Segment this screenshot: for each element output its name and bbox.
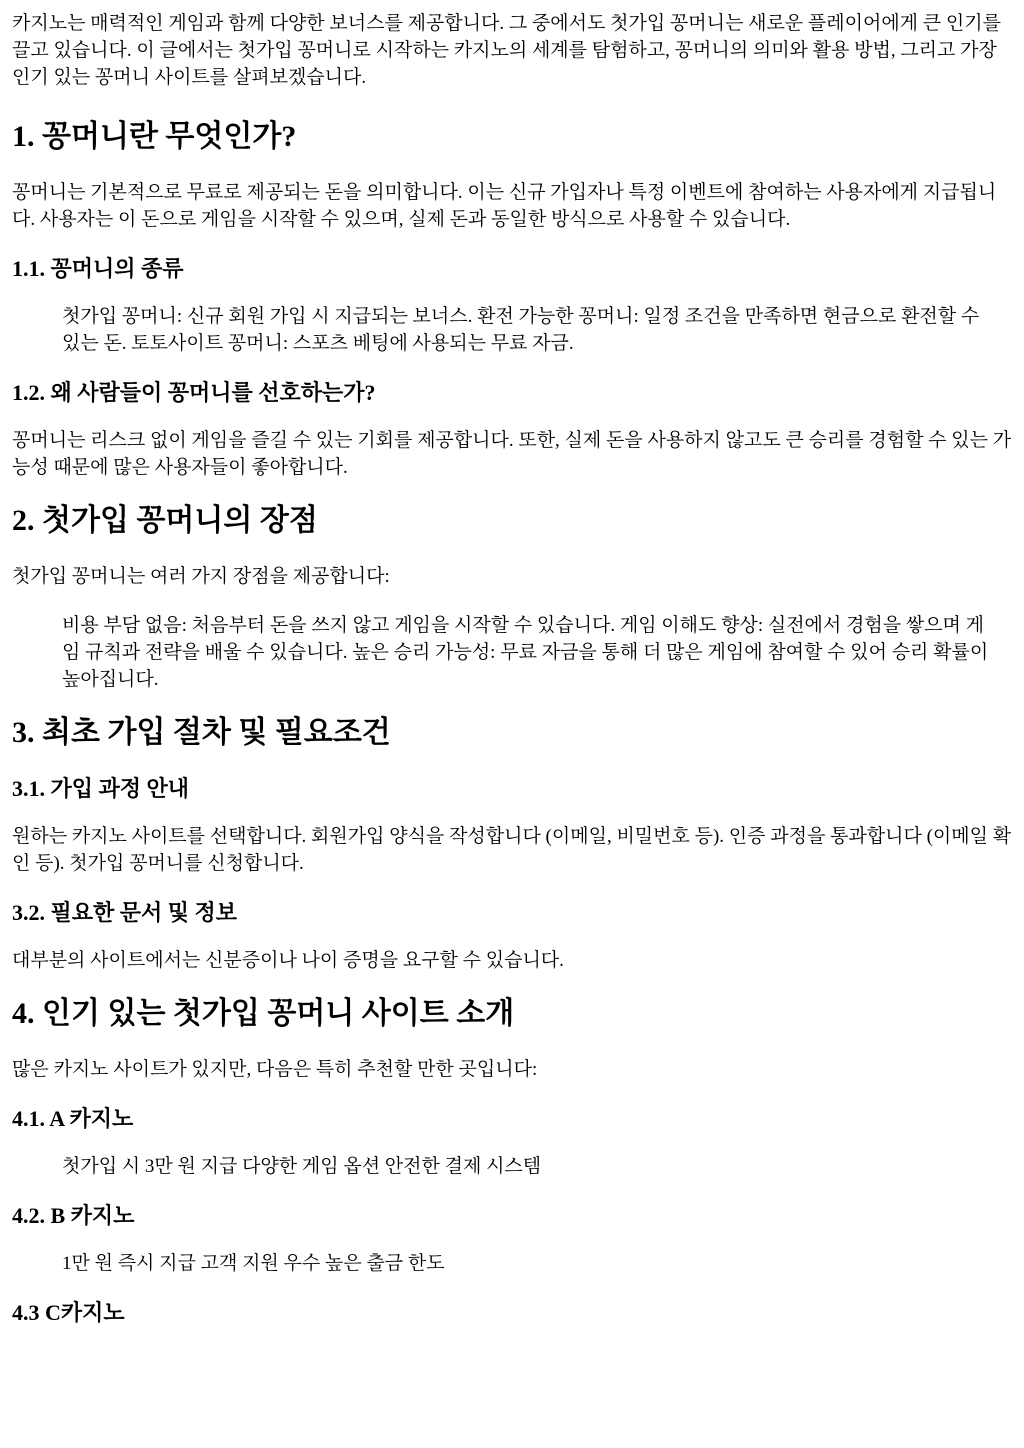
subsection-1-2-paragraph: 꽁머니는 리스크 없이 게임을 즐길 수 있는 기회를 제공합니다. 또한, 실제 돈을 사용하지 않고도 큰 승리를 경험할 수 있는 가능성 때문에 많은 사용자들이 좋아합니다.	[12, 430, 1012, 478]
subsection-1-1-quote: 첫가입 꽁머니: 신규 회원 가입 시 지급되는 보너스. 환전 가능한 꽁머니: 일정 조건을 만족하면 현금으로 환전할 수 있는 돈. 토토사이트 꽁머니: 스포츠 베팅에 사용되는 무료 자금.	[62, 306, 980, 354]
subsection-heading-1-1: 1.1. 꽁머니의 종류	[12, 256, 184, 281]
section-heading-4: 4. 인기 있는 첫가입 꽁머니 사이트 소개	[12, 997, 515, 1030]
subsection-4-1-quote: 첫가입 시 3만 원 지급 다양한 게임 옵션 안전한 결제 시스템	[62, 1156, 542, 1177]
section-2-paragraph: 첫가입 꽁머니는 여러 가지 장점을 제공합니다:	[12, 566, 390, 587]
section-1-paragraph: 꽁머니는 기본적으로 무료로 제공되는 돈을 의미합니다. 이는 신규 가입자나 특정 이벤트에 참여하는 사용자에게 지급됩니다. 사용자는 이 돈으로 게임을 시작할 수 있으며, 실제 돈과 동일한 방식으로 사용할 수 있습니다.	[12, 182, 997, 230]
section-heading-1: 1. 꽁머니란 무엇인가?	[12, 120, 297, 153]
subsection-3-2-paragraph: 대부분의 사이트에서는 신분증이나 나이 증명을 요구할 수 있습니다.	[12, 950, 564, 971]
section-2-quote: 비용 부담 없음: 처음부터 돈을 쓰지 않고 게임을 시작할 수 있습니다. 게임 이해도 향상: 실전에서 경험을 쌓으며 게임 규칙과 전략을 배울 수 있습니다. 높은 승리 가능성: 무료 자금을 통해 더 많은 게임에 참여할 수 있어 승리 확률이 높아집니다.	[62, 615, 989, 690]
subsection-heading-4-1: 4.1. A 카지노	[12, 1106, 134, 1131]
intro-paragraph: 카지노는 매력적인 게임과 함께 다양한 보너스를 제공합니다. 그 중에서도 첫가입 꽁머니는 새로운 플레이어에게 큰 인기를 끌고 있습니다. 이 글에서는 첫가입 꽁머니로 시작하는 카지노의 세계를 탐험하고, 꽁머니의 의미와 활용 방법, 그리고 가장 인기 있는 꽁머니 사이트를 살펴보겠습니다.	[12, 13, 1001, 88]
subsection-heading-1-2: 1.2. 왜 사람들이 꽁머니를 선호하는가?	[12, 380, 376, 405]
subsection-4-2-quote: 1만 원 즉시 지급 고객 지원 우수 높은 출금 한도	[62, 1253, 445, 1274]
section-4-paragraph: 많은 카지노 사이트가 있지만, 다음은 특히 추천할 만한 곳입니다:	[12, 1059, 538, 1080]
subsection-heading-3-1: 3.1. 가입 과정 안내	[12, 776, 190, 801]
subsection-heading-4-2: 4.2. B 카지노	[12, 1203, 135, 1228]
subsection-heading-3-2: 3.2. 필요한 문서 및 정보	[12, 900, 238, 925]
subsection-3-1-paragraph: 원하는 카지노 사이트를 선택합니다. 회원가입 양식을 작성합니다 (이메일, 비밀번호 등). 인증 과정을 통과합니다 (이메일 확인 등). 첫가입 꽁머니를 신청합니다.	[12, 826, 1012, 874]
section-heading-2: 2. 첫가입 꽁머니의 장점	[12, 504, 318, 537]
subsection-heading-4-3: 4.3 C카지노	[12, 1300, 125, 1325]
section-heading-3: 3. 최초 가입 절차 및 필요조건	[12, 716, 391, 749]
